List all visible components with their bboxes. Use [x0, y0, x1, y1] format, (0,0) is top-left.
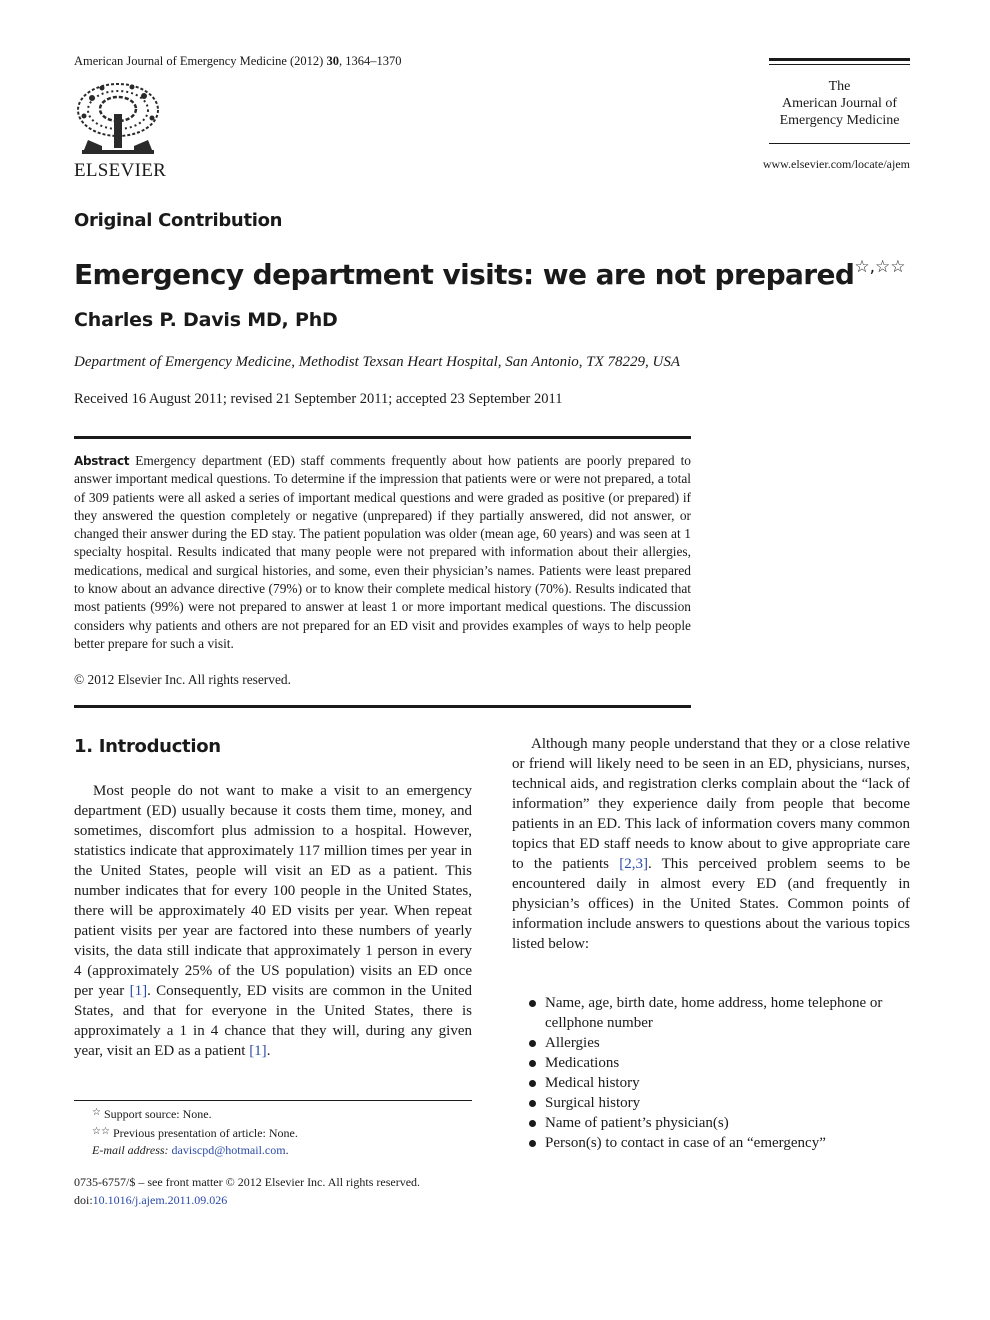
article-title-text: Emergency department visits: we are not prepared — [74, 258, 855, 291]
abstract-rule — [74, 705, 691, 708]
list-item-text: Surgical history — [545, 1095, 641, 1111]
footnote-email — [92, 1142, 298, 1159]
bullet-icon — [529, 1140, 536, 1147]
reference-link[interactable]: [1] — [249, 1043, 267, 1059]
paragraph-text: Most people do not want to make a visit to an emergency department (ED) usually because it costs them time, money, and sometimes, discomfort plus admission to a hospital. However, statistics indicate that approximately 117 million times per year in the United States, people will visit an ED as a patient. This number indicates that for every 100 people in the United States, there will be approximately 40 ED visits per year. When repeat patient visits per year are factored into these numbers of yearly visits, the data still indicate that approximately 1 person in every 4 (approximately 25% of the US population) visits an ED once per year — [74, 783, 472, 999]
abstract-text: Emergency department (ED) staff comments frequently about how patients are poorly prepared to answer important medical questions. To determine if the impression that patients were or were not prepared, a total of 309 patients were all asked a series of important medical questions and were graded as positive (or prepared) if they answered the question completely or negative (unprepared) if they partially answered, did not answer, or changed their answer during the ED stay. The patient population was older (mean age, 60 years) and was seen at 1 specialty hospital. Results indicated that many people were not prepared with information about their allergies, medications, medical and surgical histories, and some, even their physician’s names. Patients were least prepared to know about an advance directive (79%) or to know their complete medical history (70%). Results indicated that most patients (99%) were not prepared to answer at least 1 or more important medical questions. The discussion considers why patients and others are not prepared for an ED visit and provides examples of ways to help people better prepare for such a visit. — [74, 453, 691, 651]
paragraph-text: . This perceived problem seems to be encountered daily in almost every ED (and frequently in physician’s offices) in the United States. Common points of information include answers to questions about the various topics listed below: — [512, 856, 910, 952]
list-item-text: Name of patient’s physician(s) — [545, 1115, 729, 1131]
list-item-text: Name, age, birth date, home address, home telephone or cellphone number — [545, 995, 883, 1031]
author-name: Charles P. Davis MD, PhD — [74, 309, 338, 331]
footnote-rule — [74, 1100, 472, 1101]
footnote-text: Previous presentation of article: None. — [112, 1126, 298, 1140]
citation-prefix: American Journal of Emergency Medicine (2012) — [74, 54, 324, 68]
footnote — [92, 1123, 298, 1142]
journal-rule — [769, 64, 910, 65]
section-type: Original Contribution — [74, 210, 283, 231]
list-item-text: Person(s) to contact in case of an “emergency” — [545, 1135, 826, 1151]
bullet-icon — [529, 1080, 536, 1087]
article-title — [74, 257, 905, 291]
bullet-icon — [529, 1040, 536, 1047]
abstract-copyright: © 2012 Elsevier Inc. All rights reserved. — [74, 672, 291, 687]
footnote — [92, 1104, 298, 1123]
paragraph-text: Although many people understand that they or a close relative or friend will likely need to be seen in an ED, physicians, nurses, technical aids, and registration clerks complain about the “lack of information” they experience daily from people that become patients in an ED. This lack of information covers many common topics that ED staff needs to know about to give appropriate care to the patients — [512, 736, 910, 872]
footnote-mark: ☆ — [92, 1107, 101, 1118]
list-item — [512, 1033, 910, 1053]
information-topics-list — [512, 993, 910, 1153]
journal-rule — [769, 143, 910, 144]
list-item-text: Allergies — [545, 1035, 600, 1051]
abstract-label: Abstract — [74, 454, 130, 468]
paragraph-text: . — [266, 1043, 271, 1059]
list-item — [512, 1113, 910, 1133]
bullet-icon — [529, 1060, 536, 1067]
journal-title-line: Emergency Medicine — [779, 113, 900, 128]
journal-title-line: The — [828, 79, 851, 94]
list-item — [512, 1133, 910, 1153]
front-matter — [74, 1173, 420, 1209]
abstract-rule — [74, 436, 691, 439]
abstract — [74, 452, 691, 653]
footnote-mark: ☆☆ — [92, 1126, 110, 1137]
footnotes — [92, 1104, 298, 1159]
doi-link[interactable]: 10.1016/j.ajem.2011.09.026 — [92, 1193, 228, 1207]
list-item — [512, 1053, 910, 1073]
doi-label: doi: — [74, 1193, 93, 1207]
journal-title-line: American Journal of — [781, 96, 898, 111]
section-heading: 1. Introduction — [74, 736, 221, 757]
intro-paragraph-right — [512, 734, 910, 954]
reference-link[interactable]: [1] — [129, 983, 148, 999]
intro-paragraph-left — [74, 781, 472, 1061]
list-item — [512, 1093, 910, 1113]
bullet-icon — [529, 1120, 536, 1127]
citation-volume: 30 — [326, 54, 339, 68]
journal-citation — [74, 54, 401, 69]
list-item — [512, 1073, 910, 1093]
front-matter-text: 0735-6757/$ – see front matter © 2012 Elsevier Inc. All rights reserved. — [74, 1175, 421, 1189]
email-link[interactable]: daviscpd@hotmail.com — [171, 1143, 286, 1157]
publisher-name: ELSEVIER — [74, 160, 167, 181]
journal-url-link[interactable]: www.elsevier.com/locate/ajem — [762, 157, 910, 171]
article-dates: Received 16 August 2011; revised 21 September 2011; accepted 23 September 2011 — [74, 391, 563, 407]
elsevier-tree-logo-icon — [72, 80, 164, 158]
footnote-text: Support source: None. — [103, 1107, 212, 1121]
list-item-text: Medical history — [545, 1075, 640, 1091]
reference-link[interactable]: [2,3] — [619, 856, 648, 872]
list-item — [512, 993, 910, 1033]
title-footnote-marks[interactable]: ☆,☆☆ — [854, 257, 906, 277]
citation-pages: , 1364–1370 — [338, 54, 402, 68]
journal-title — [769, 78, 910, 129]
journal-rule — [769, 58, 910, 61]
affiliation: Department of Emergency Medicine, Methodist Texsan Heart Hospital, San Antonio, TX 78229, USA — [74, 354, 681, 370]
email-label: E-mail address: — [92, 1143, 169, 1157]
paragraph-text: . Consequently, ED visits are common in the United States, and that for everyone in the United States, there is approximately a 1 in 4 chance that they will, during any given year, visit an ED as a patient — [74, 983, 472, 1059]
list-item-text: Medications — [545, 1055, 620, 1071]
bullet-icon — [529, 1100, 536, 1107]
bullet-icon — [529, 1000, 536, 1007]
email-end: . — [285, 1143, 289, 1157]
doi-line — [74, 1191, 420, 1209]
